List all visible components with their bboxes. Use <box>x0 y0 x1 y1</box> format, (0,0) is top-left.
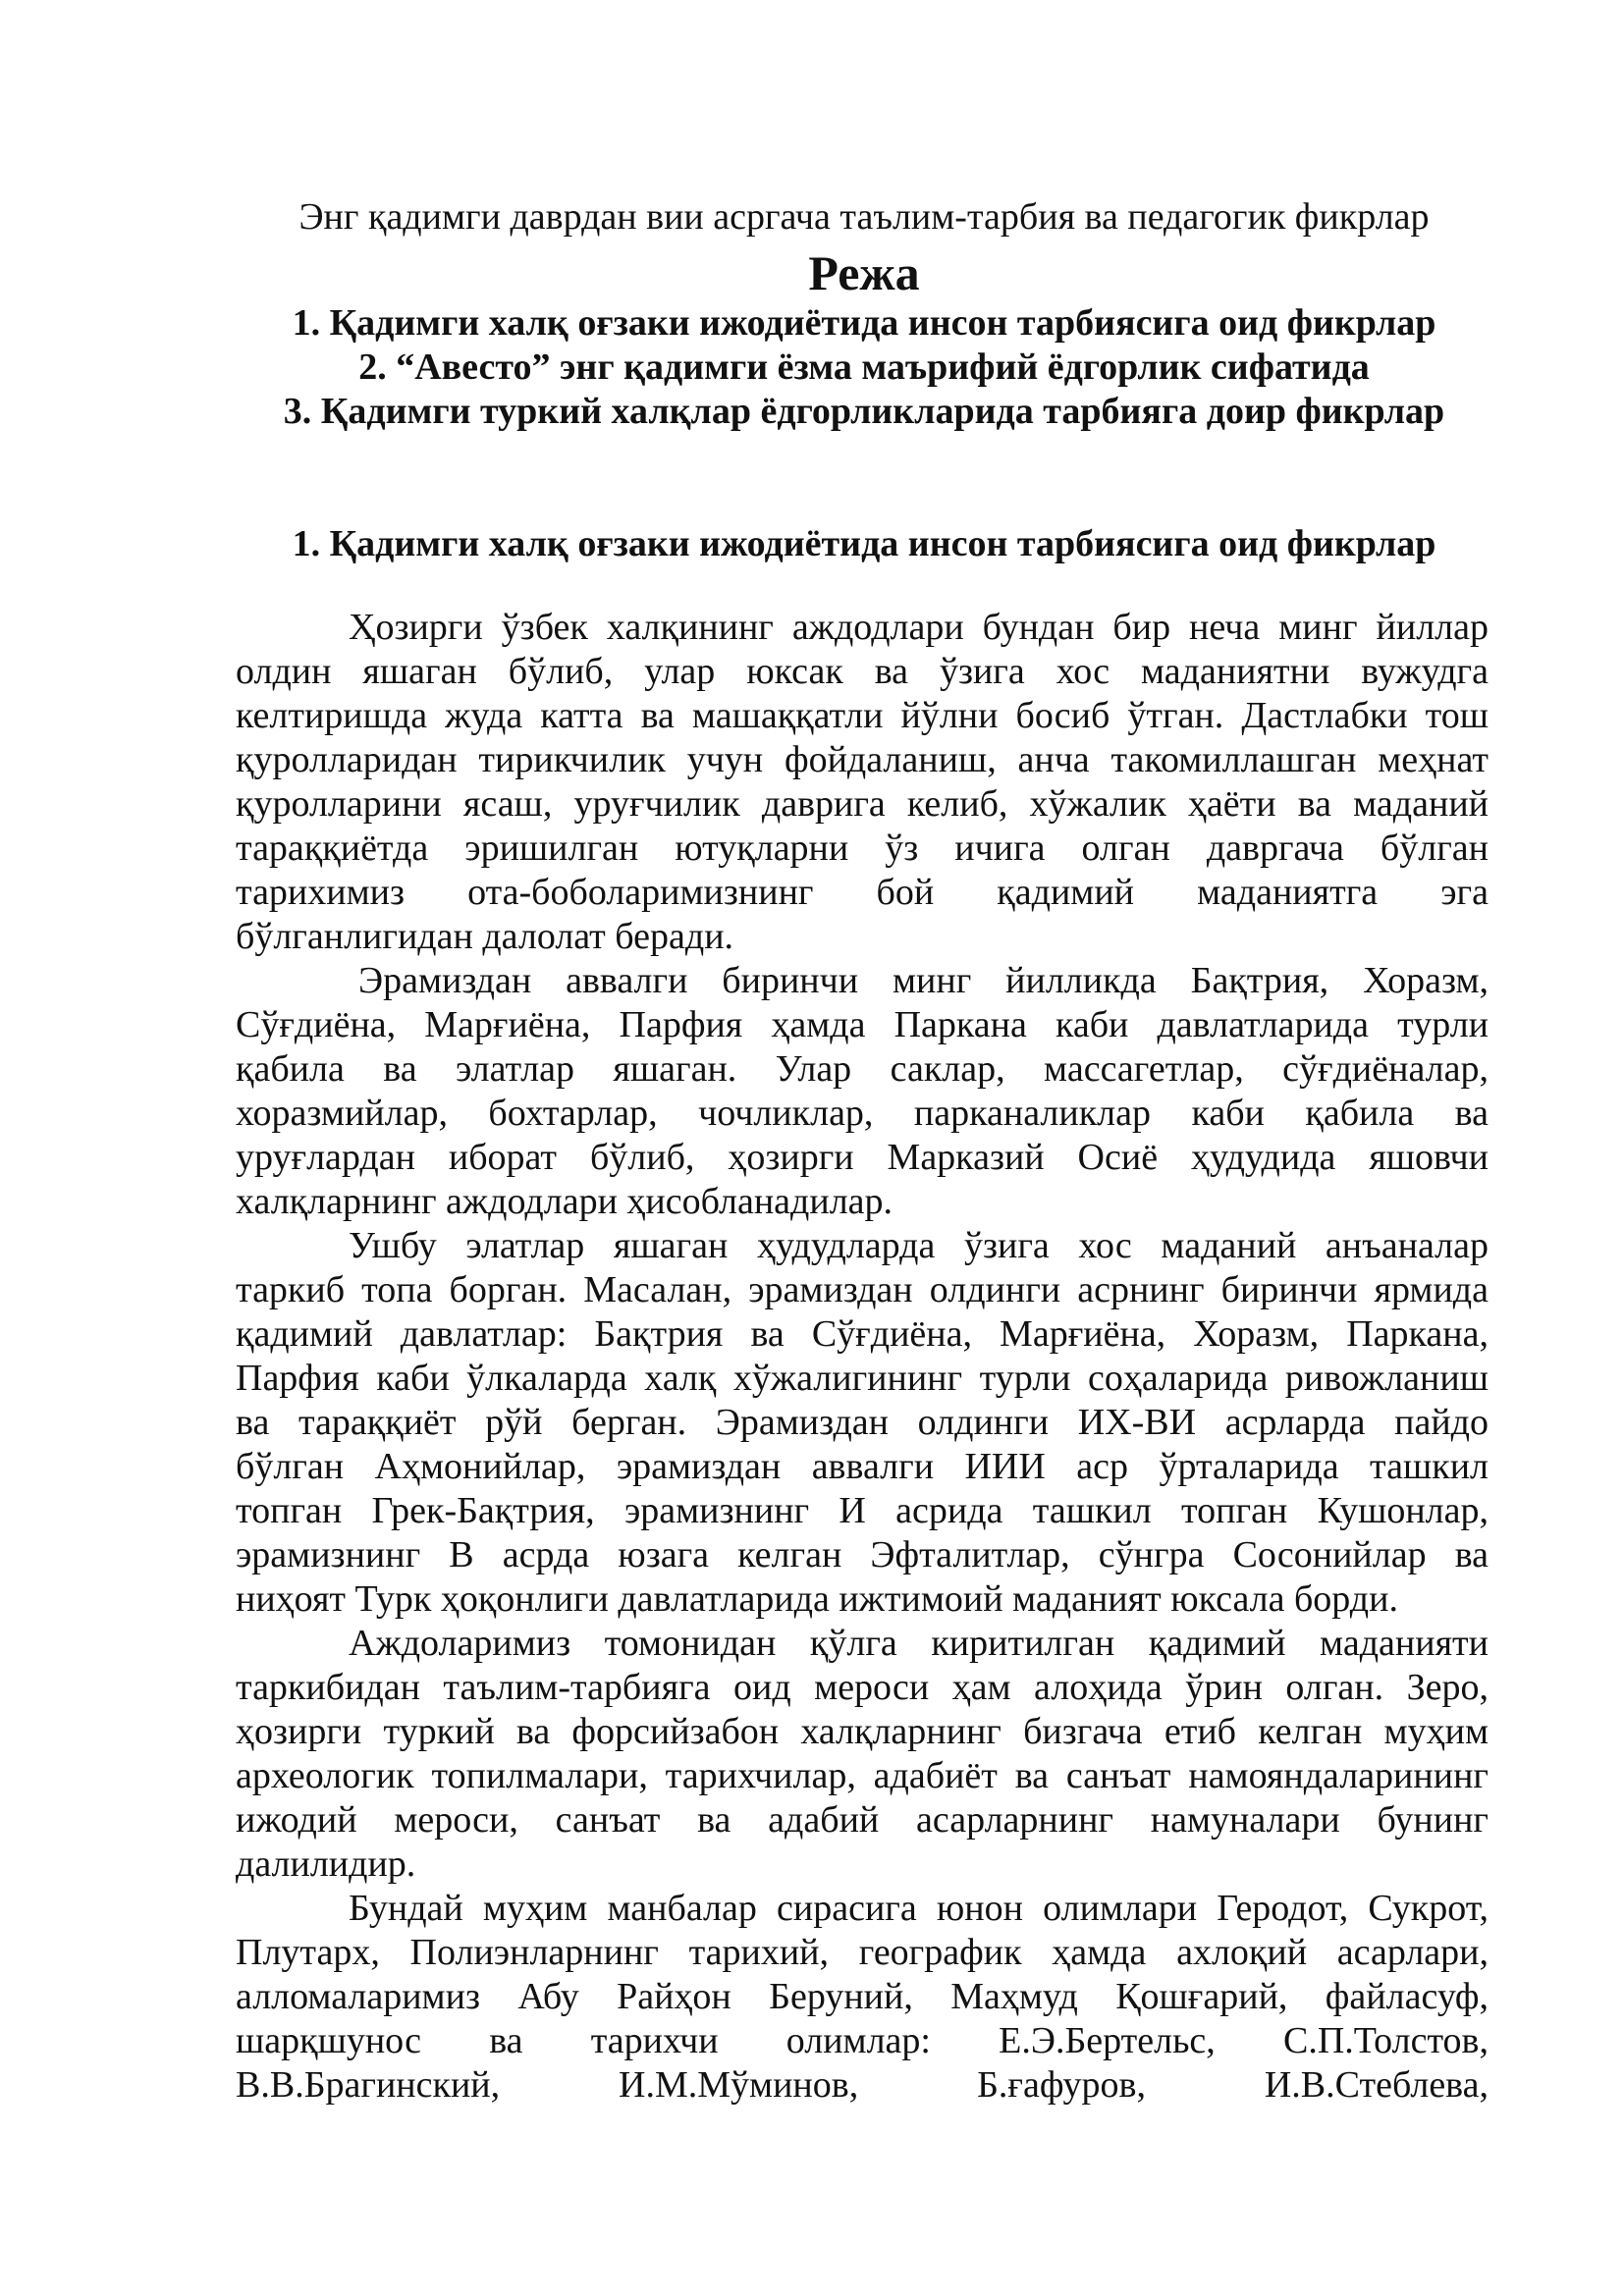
text-line: таркибидан таълим-тарбияга оид мероси ҳам алоҳида ўрин олган. Зеро, <box>236 1667 1489 1708</box>
text-line: ҳозирги туркий ва форсийзабон халқларнинг бизгача етиб келган муҳим <box>236 1711 1489 1752</box>
text-line: қабила ва элатлар яшаган. Улар саклар, массагетлар, сўғдиёналар, <box>236 1048 1489 1090</box>
body-text <box>236 606 1489 2108</box>
paragraph <box>236 606 1489 959</box>
document-title: Энг қадимги даврдан вии асргача таълим-тарбия ва педагогик фикрлар <box>298 196 1430 238</box>
text-line: далилидир. <box>236 1843 416 1885</box>
text-line: ва тараққиёт рўй берган. Эрамиздан олдинги ИХ-ВИ асрларда пайдо <box>236 1402 1489 1443</box>
text-line: Сўғдиёна, Марғиёна, Парфия ҳамда Паркана каби давлатларида турли <box>236 1004 1489 1045</box>
text-line: ижодий мероси, санъат ва адабий асарларнинг намуналари бунинг <box>236 1799 1489 1841</box>
text-line: келтиришда жуда катта ва машаққатли йўлни босиб ўтган. Дастлабки тош <box>236 695 1489 736</box>
text-line: қадимий давлатлар: Бақтрия ва Сўғдиёна, Марғиёна, Хоразм, Паркана, <box>236 1313 1489 1355</box>
text-line: топган Грек-Бақтрия, эрамизнинг И асрида ташкил топган Кушонлар, <box>236 1490 1489 1531</box>
plan-item: 2. “Авесто” энг қадимги ёзма маърифий ёдгорлик сифатида <box>358 347 1370 388</box>
text-line: тарихимиз ота-боболаримизнинг бой қадимий маданиятга эга <box>236 872 1489 913</box>
text-line: Ҳозирги ўзбек халқининг аждодлари бундан бир неча минг йиллар <box>349 607 1489 648</box>
text-line: хоразмийлар, бохтарлар, чочликлар, парканаликлар каби қабила ва <box>236 1093 1489 1134</box>
text-line: қуролларини ясаш, уруғчилик даврига келиб, хўжалик ҳаёти ва маданий <box>236 783 1489 825</box>
plan-heading: Режа <box>808 245 920 300</box>
text-line: таркиб топа борган. Масалан, эрамиздан олдинги асрнинг биринчи ярмида <box>236 1269 1489 1310</box>
paragraph <box>236 1887 1489 2108</box>
text-line: археологик топилмалари, тарихчилар, адабиёт ва санъат намояндаларининг <box>236 1755 1489 1796</box>
text-line: Аждоларимиз томонидан қўлга киритилган қадимий маданияти <box>349 1623 1489 1664</box>
text-line: бўлганлигидан далолат беради. <box>236 916 734 957</box>
paragraph <box>236 1622 1489 1887</box>
section-heading: 1. Қадимги халқ оғзаки ижодиётида инсон тарбиясига оид фикрлар <box>292 523 1436 564</box>
plan-item: 1. Қадимги халқ оғзаки ижодиётида инсон тарбиясига оид фикрлар <box>292 302 1436 344</box>
text-line: Эрамиздан аввалги биринчи минг йилликда Бақтрия, Хоразм, <box>358 960 1489 1001</box>
text-line: бўлган Аҳмонийлар, эрамиздан аввалги ИИИ аср ўрталарида ташкил <box>236 1446 1489 1487</box>
text-line: халқларнинг аждодлари ҳисобланадилар. <box>236 1181 893 1222</box>
text-line: шарқшунос ва тарихчи олимлар: Е.Э.Бертельс, С.П.Толстов, <box>236 2020 1489 2061</box>
text-line: Парфия каби ўлкаларда халқ хўжалигининг турли соҳаларида ривожланиш <box>236 1358 1489 1399</box>
text-line: В.В.Брагинский, И.М.Мўминов, Б.ғафуров, И.В.Стеблева, <box>236 2064 1489 2106</box>
text-line: Ушбу элатлар яшаган ҳудудларда ўзига хос маданий анъаналар <box>349 1225 1489 1266</box>
text-line: Плутарх, Полиэнларнинг тарихий, географик ҳамда ахлоқий асарлари, <box>236 1932 1489 1973</box>
paragraph <box>236 1224 1489 1622</box>
text-line: алломаларимиз Абу Райҳон Беруний, Маҳмуд Қошғарий, файласуф, <box>236 1976 1489 2017</box>
text-line: ниҳоят Турк ҳоқонлиги давлатларида ижтимоий маданият юксала борди. <box>236 1578 1398 1620</box>
text-line: эрамизнинг В асрда юзага келган Эфталитлар, сўнгра Сосонийлар ва <box>236 1534 1489 1575</box>
text-line: тараққиётда эришилган ютуқларни ўз ичига олган давргача бўлган <box>236 828 1489 869</box>
text-line: Бундай муҳим манбалар сирасига юнон олимлари Геродот, Сукрот, <box>349 1888 1489 1929</box>
text-line: қуролларидан тирикчилик учун фойдаланиш, анча такомиллашган меҳнат <box>236 739 1489 780</box>
text-line: олдин яшаган бўлиб, улар юксак ва ўзига хос маданиятни вужудга <box>236 651 1489 692</box>
paragraph <box>236 959 1489 1224</box>
text-line: уруғлардан иборат бўлиб, ҳозирги Марказий Осиё ҳудудида яшовчи <box>236 1137 1489 1178</box>
plan-item: 3. Қадимги туркий халқлар ёдгорликларида тарбияга доир фикрлар <box>283 391 1445 432</box>
